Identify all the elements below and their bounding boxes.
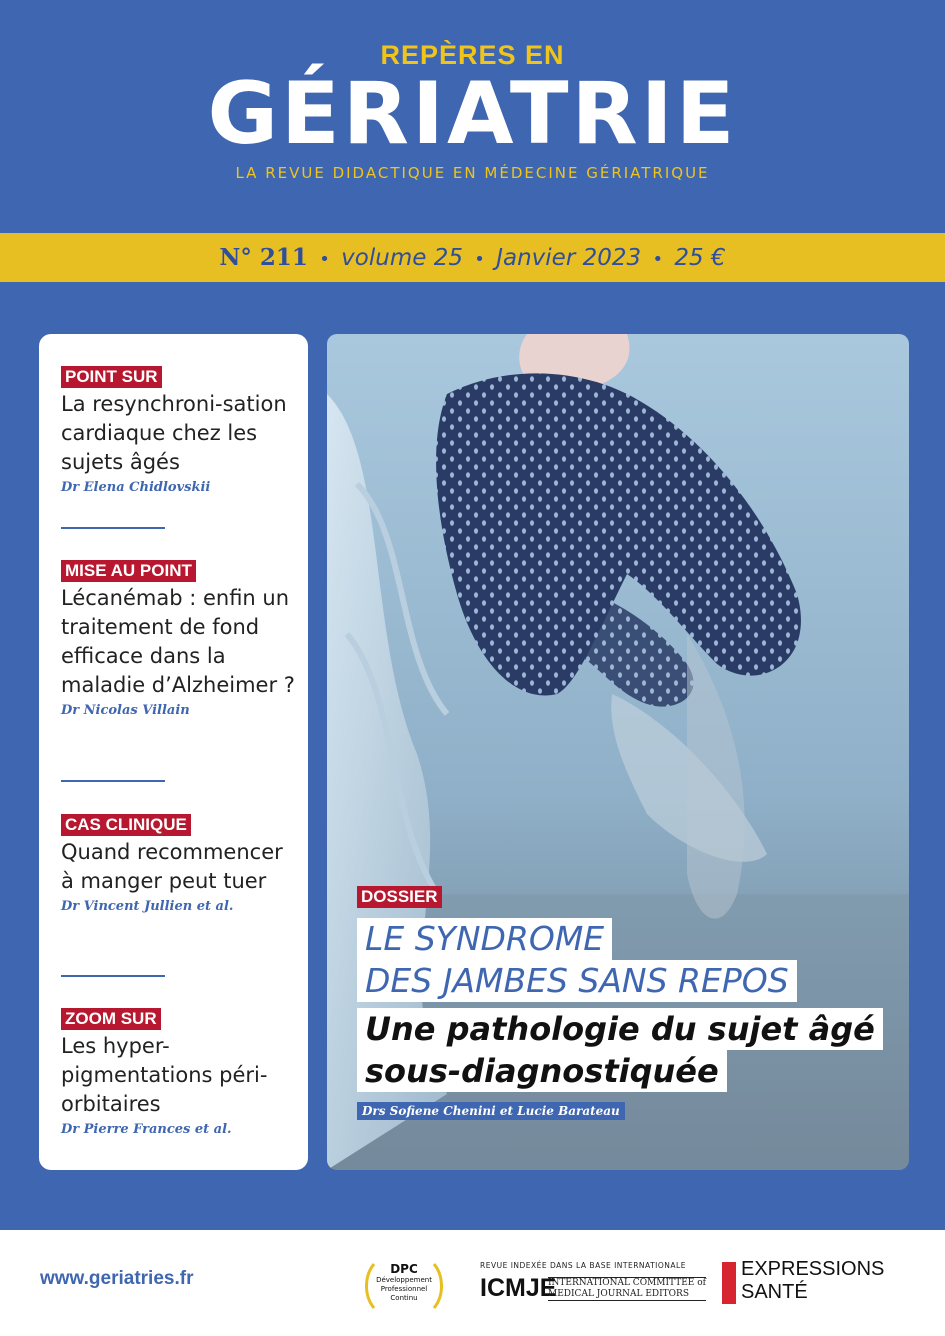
icmje-logo: ICMJE (480, 1274, 557, 1302)
article-author: Dr Vincent Jullien et al. (61, 899, 234, 914)
separator: • (652, 249, 664, 270)
publisher-mark-icon (722, 1262, 736, 1304)
issue-volume: volume 25 (341, 245, 463, 271)
website-link[interactable]: www.geriatries.fr (40, 1268, 194, 1289)
toc-entry[interactable] (61, 1008, 301, 1137)
icmje-fullname-line: MEDICAL JOURNAL EDITORS (548, 1289, 690, 1299)
divider (61, 780, 165, 782)
publisher-logo (741, 1258, 884, 1304)
category-tag: POINT SUR (61, 366, 162, 388)
dpc-subtitle: Continu (390, 1294, 418, 1302)
journal-title: GÉRIATRIE (207, 64, 738, 164)
article-title: Quand recommencer à manger peut tuer (61, 840, 283, 893)
dpc-title: DPC (390, 1262, 418, 1276)
toc-panel (39, 334, 308, 1170)
separator: • (474, 249, 485, 270)
publisher-name: EXPRESSIONS (741, 1258, 885, 1280)
issue-date: Janvier 2023 (496, 245, 642, 271)
category-tag: ZOOM SUR (61, 1008, 161, 1030)
category-tag: DOSSIER (357, 886, 442, 908)
icmje-fullname (548, 1277, 706, 1301)
divider (61, 527, 165, 529)
issue-number: N° 211 (219, 244, 308, 271)
issue-band (0, 233, 945, 282)
separator: • (319, 249, 330, 270)
dpc-logo (364, 1258, 444, 1314)
article-author: Dr Elena Chidlovskii (61, 480, 211, 495)
dossier-subheadline: sous-diagnostiquée (357, 1050, 727, 1092)
dossier-author: Drs Sofiene Chenini et Lucie Barateau (357, 1102, 625, 1120)
divider (61, 975, 165, 977)
icmje-note: REVUE INDEXÉE DANS LA BASE INTERNATIONALE (480, 1261, 686, 1270)
masthead-kicker: REPÈRES EN (380, 40, 565, 70)
issue-price: 25 € (674, 245, 726, 271)
category-tag: MISE AU POINT (61, 560, 196, 582)
dossier-headline: DES JAMBES SANS REPOS (357, 960, 797, 1002)
dossier-label (357, 886, 442, 908)
dpc-subtitle: Développement (376, 1276, 432, 1284)
toc-entry[interactable] (61, 814, 301, 914)
dossier-subheadline: Une pathologie du sujet âgé (357, 1008, 883, 1050)
article-author: Dr Nicolas Villain (61, 703, 190, 718)
dossier-headline: LE SYNDROME (357, 918, 612, 960)
journal-subtitle: LA REVUE DIDACTIQUE EN MÉDECINE GÉRIATRIQUE (235, 164, 710, 182)
masthead (0, 0, 945, 232)
dpc-subtitle: Professionnel (380, 1285, 428, 1293)
publisher-name: SANTÉ (741, 1281, 808, 1303)
article-author: Dr Pierre Frances et al. (61, 1122, 232, 1137)
article-title: La resynchroni-sation cardiaque chez les sujets âgés (61, 392, 287, 474)
toc-entry[interactable] (61, 560, 301, 718)
toc-entry[interactable] (61, 366, 301, 495)
article-title: Les hyper-pigmentations péri-orbitaires (61, 1034, 268, 1116)
icmje-fullname-line: INTERNATIONAL COMMITTEE of (548, 1278, 706, 1288)
footer (0, 1230, 945, 1336)
category-tag: CAS CLINIQUE (61, 814, 191, 836)
article-title: Lécanémab : enfin un traitement de fond efficace dans la maladie d’Alzheimer ? (61, 586, 295, 697)
